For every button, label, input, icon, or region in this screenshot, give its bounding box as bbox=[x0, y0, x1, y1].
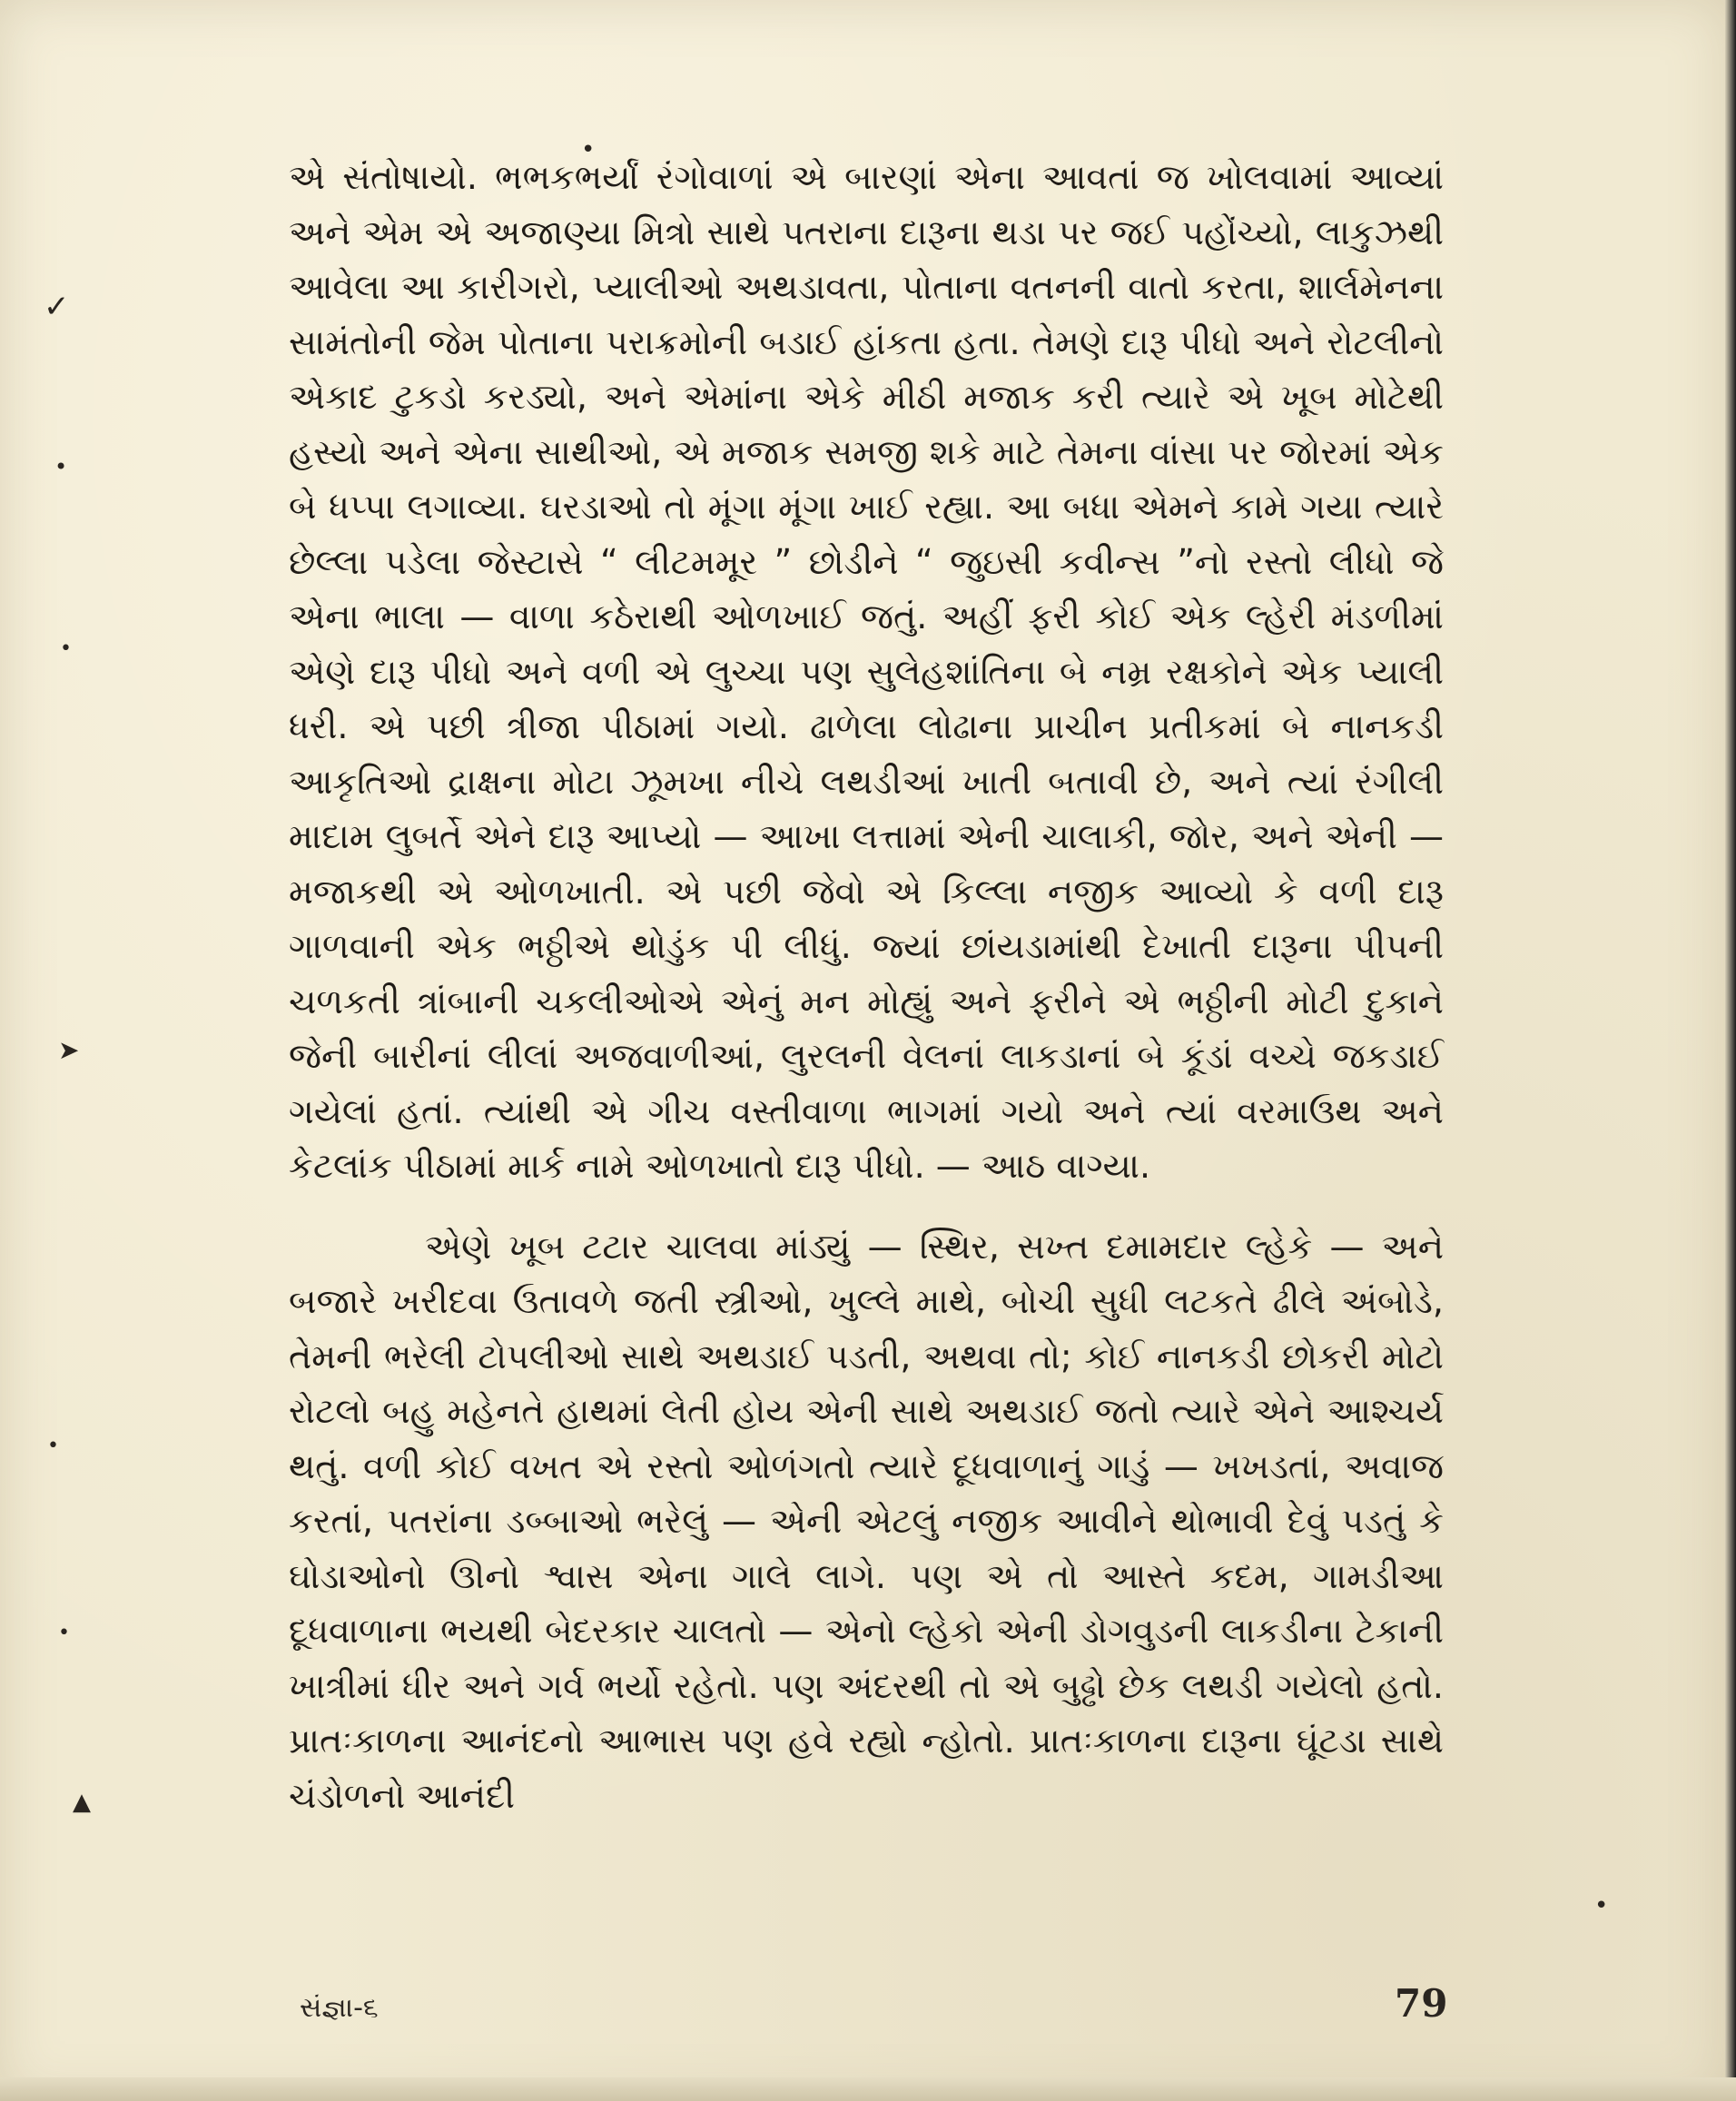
margin-dot-mark: • bbox=[60, 637, 72, 660]
margin-arrow-mark: ➤ bbox=[58, 1035, 80, 1065]
margin-dot-mark: • bbox=[47, 1435, 59, 1457]
footer-signature: સંજ્ઞા-૬ bbox=[300, 1992, 379, 2024]
margin-dot-mark: • bbox=[1594, 1892, 1609, 1919]
page-bottom-edge bbox=[0, 2077, 1736, 2101]
margin-arrow-mark: ▲ bbox=[73, 1789, 91, 1816]
margin-dot-mark: • bbox=[58, 1622, 70, 1644]
paragraph-2: એણે ખૂબ ટટાર ચાલવા માંડ્યું — સ્થિર, સખ્ત દમામદાર લ્હેકે — અને બજારે ખરીદવા ઉતાવળે જતી સ્ત્રીઓ, ખુલ્લે માથે, બોચી સુધી લટકતે ઢીલે અંબોડે, તેમની ભરેલી ટોપલીઓ સાથે અથડાઈ પડતી, અથવા તો; કોઈ નાનકડી છોકરી મોટો રોટલો બહુ મહેનતે હાથમાં લેતી હોય એની સાથે અથડાઈ જતો ત્યારે એને આશ્ચર્ય થતું. વળી કોઈ વખત એ રસ્તો ઓળંગતો ત્યારે દૂધવાળાનું ગાડું — ખખડતાં, અવાજ કરતાં, પતરાંના ડબ્બાઓ ભરેલું — એની એટલું નજીક આવીને થોભાવી દેવું પડતું કે ઘોડાઓનો ઊનો શ્વાસ એના ગાલે લાગે. પણ એ તો આસ્તે કદમ, ગામડીઆ દૂધવાળાના ભયથી બેદરકાર ચાલતો — એનો લ્હેકો એની ડોગવુડની લાકડીના ટેકાની ખાત્રીમાં ધીર અને ગર્વ ભર્યો રહેતો. પણ અંદરથી તો એ બુઢ્ઢો છેક લથડી ગયેલો હતો. પ્રાતઃકાળના આનંદનો આભાસ પણ હવે રહ્યો ન્હોતો. પ્રાતઃકાળના દારૂના ઘૂંટડા સાથે ચંડોળનો આનંદી bbox=[289, 1226, 1444, 1816]
body-text bbox=[289, 150, 1444, 1823]
page-edge-shadow bbox=[1725, 0, 1736, 2101]
page-number: 79 bbox=[1395, 1981, 1448, 2026]
paragraph-1: એ સંતોષાયો. ભભકભર્યાં રંગોવાળાં એ બારણાં એના આવતાં જ ખોલવામાં આવ્યાં અને એમ એ અજાણ્યા મિત્રો સાથે પતરાના દારૂના થડા પર જઈ પહોંચ્યો, લાકુઝથી આવેલા આ કારીગરો, પ્યાલીઓ અથડાવતા, પોતાના વતનની વાતો કરતા, શાર્લમેનના સામંતોની જેમ પોતાના પરાક્રમોની બડાઈ હાંકતા હતા. તેમણે દારૂ પીધો અને રોટલીનો એકાદ ટુકડો કરડ્યો, અને એમાંના એકે મીઠી મજાક કરી ત્યારે એ ખૂબ મોટેથી હસ્યો અને એના સાથીઓ, એ મજાક સમજી શકે માટે તેમના વાંસા પર જોરમાં એક બે ધપ્પા લગાવ્યા. ઘરડાઓ તો મૂંગા મૂંગા ખાઈ રહ્યા. આ બધા એમને કામે ગયા ત્યારે છેલ્લા પડેલા જેસ્ટાસે “ લીટમમૂર ” છોડીને “ જુઇસી કવીન્સ ”નો રસ્તો લીધો જે એના ભાલા — વાળા કઠેરાથી ઓળખાઈ જતું. અહીં ફરી કોઈ એક લ્હેરી મંડળીમાં એણે દારૂ પીધો અને વળી એ લુચ્ચા પણ સુલેહશાંતિના બે નમ્ર રક્ષકોને એક પ્યાલી ધરી. એ પછી ત્રીજા પીઠામાં ગયો. ઢાળેલા લોઢાના પ્રાચીન પ્રતીકમાં બે નાનકડી આકૃતિઓ દ્રાક્ષના મોટા ઝૂમખા નીચે લથડીઆં ખાતી બતાવી છે, અને ત્યાં રંગીલી માદામ લુબર્તે એને દારૂ આપ્યો — આખા લત્તામાં એની ચાલાકી, જોર, અને એની — મજાકથી એ ઓળખાતી. એ પછી જેવો એ કિલ્લા નજીક આવ્યો કે વળી દારૂ ગાળવાની એક ભઠ્ઠીએ થોડુંક પી લીધું. જ્યાં છાંયડામાંથી દેખાતી દારૂના પીપની ચળકતી ત્રાંબાની ચકલીઓએ એનું મન મોહ્યું અને ફરીને એ ભઠ્ઠીની મોટી દુકાને જેની બારીનાં લીલાં અજવાળીઆં, લુરલની વેલનાં લાકડાનાં બે કૂંડાં વચ્ચે જકડાઈ ગયેલાં હતાં. ત્યાંથી એ ગીચ વસ્તીવાળા ભાગમાં ગયો અને ત્યાં વરમાઉથ અને કેટલાંક પીઠામાં માર્ક નામે ઓળખાતો દારૂ પીધો. — આઠ વાગ્યા. bbox=[289, 157, 1444, 1186]
margin-dot-mark: • bbox=[54, 454, 68, 479]
top-dot-mark: • bbox=[581, 136, 596, 163]
margin-tick-mark: ✓ bbox=[44, 289, 70, 325]
